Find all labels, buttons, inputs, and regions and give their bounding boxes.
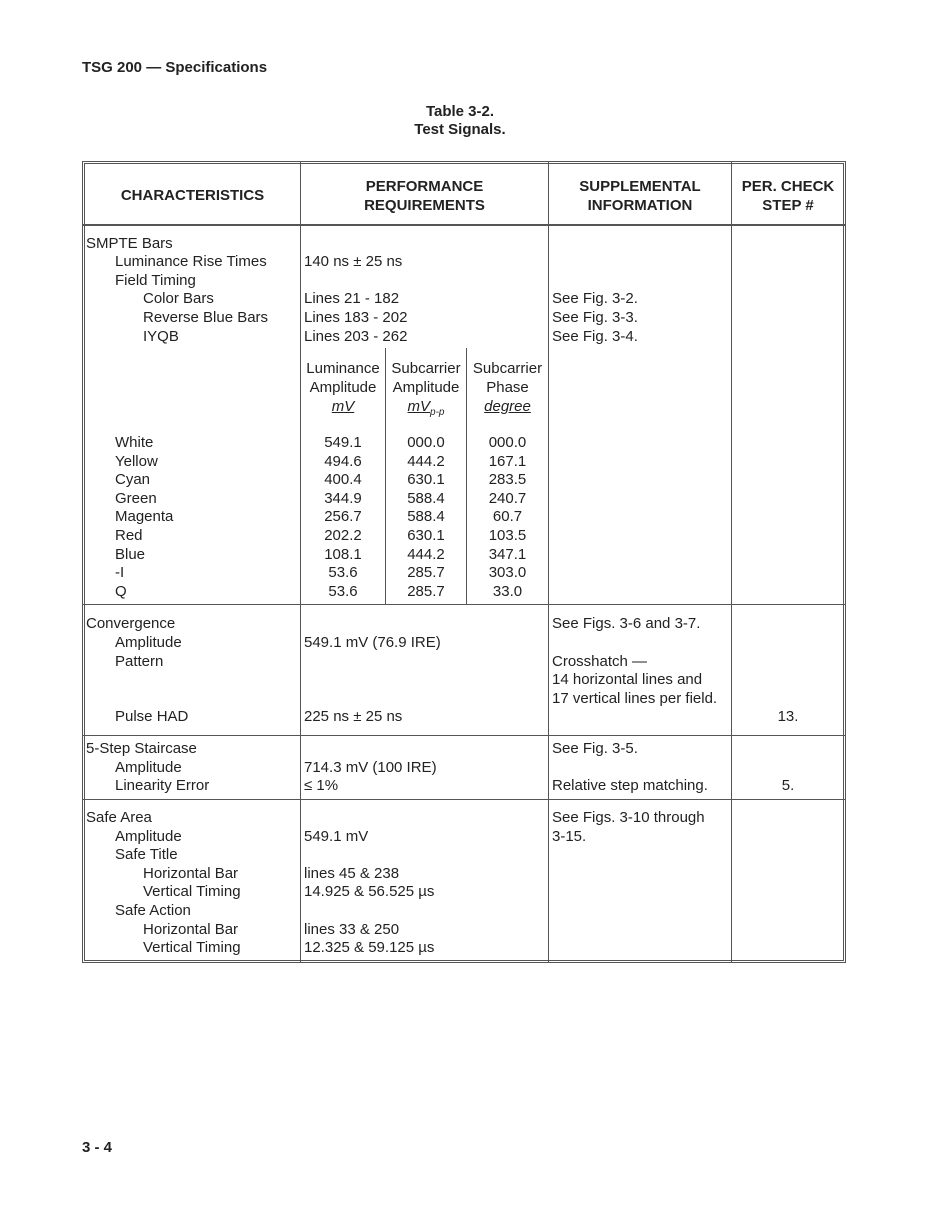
color-row-label: Green	[115, 490, 157, 507]
reverse-value: Lines 183 - 202	[304, 309, 408, 326]
color-row-lum: 344.9	[324, 490, 362, 507]
unit-mvpp	[407, 398, 445, 418]
reverse-label: Reverse Blue Bars	[143, 309, 269, 326]
pattern-sup-2: 14 horizontal lines and	[552, 671, 703, 688]
color-row-amp: 285.7	[407, 564, 445, 581]
color-row-phase: 347.1	[488, 546, 527, 563]
convergence-amp-value: 549.1 mV (76.9 IRE)	[304, 634, 441, 651]
linearity-label: Linearity Error	[115, 777, 210, 794]
color-row-phase: 240.7	[488, 490, 527, 507]
had-label: Pulse HAD	[115, 708, 189, 725]
color-row-label: Blue	[115, 546, 146, 563]
row-divider	[82, 799, 846, 800]
had-step: 13.	[777, 708, 799, 725]
pattern-label: Pattern	[115, 653, 164, 670]
hbar1-label: Horizontal Bar	[143, 865, 239, 882]
color-row-lum: 549.1	[324, 434, 362, 451]
header-performance-2: REQUIREMENTS	[364, 197, 485, 214]
color-row-lum: 256.7	[324, 508, 362, 525]
color-row-amp: 444.2	[407, 546, 445, 563]
color-row-lum: 202.2	[324, 527, 362, 544]
hbar2-value: lines 33 & 250	[304, 921, 400, 938]
color-row-label: Q	[115, 583, 127, 600]
color-row-lum: 53.6	[328, 564, 358, 581]
linearity-sup: Relative step matching.	[552, 777, 708, 794]
color-row-amp: 444.2	[407, 453, 445, 470]
pattern-sup-1: Crosshatch —	[552, 653, 648, 670]
reverse-sup: See Fig. 3-3.	[552, 309, 638, 326]
color-bars-value: Lines 21 - 182	[304, 290, 400, 307]
sub-header-subcarrier: Subcarrier	[391, 360, 461, 377]
safe-amp-label: Amplitude	[115, 828, 182, 845]
color-row-amp: 588.4	[407, 508, 445, 525]
header-supplemental: SUPPLEMENTAL	[579, 178, 701, 195]
unit-mvpp-sub: p-p	[430, 407, 445, 418]
header-per-check-2: STEP #	[762, 197, 814, 214]
color-bars-label: Color Bars	[143, 290, 214, 307]
staircase-amp-value: 714.3 mV (100 IRE)	[304, 759, 437, 776]
convergence-sup: See Figs. 3-6 and 3-7.	[552, 615, 701, 632]
color-row-amp: 630.1	[407, 527, 445, 544]
sub-header-subcarrier-unit	[386, 397, 466, 422]
header-characteristics: CHARACTERISTICS	[120, 187, 265, 204]
color-row-phase: 33.0	[492, 583, 523, 600]
pattern-sup-3: 17 vertical lines per field.	[552, 690, 718, 707]
color-row-phase: 103.5	[488, 527, 527, 544]
color-row-lum: 494.6	[324, 453, 362, 470]
color-row-label: -I	[115, 564, 125, 581]
hbar2-label: Horizontal Bar	[143, 921, 239, 938]
safe-title: Safe Area	[86, 809, 152, 826]
color-bars-sup: See Fig. 3-2.	[552, 290, 638, 307]
color-row-label: White	[115, 434, 154, 451]
table-title: Table 3-2.	[425, 103, 495, 120]
iyqb-sup: See Fig. 3-4.	[552, 328, 638, 345]
row-divider	[82, 224, 846, 226]
safe-sup-2: 3-15.	[552, 828, 587, 845]
smpte-title: SMPTE Bars	[86, 235, 173, 252]
unit-degree: degree	[484, 398, 531, 415]
had-value: 225 ns ± 25 ns	[304, 708, 403, 725]
color-row-phase: 167.1	[488, 453, 527, 470]
color-row-label: Magenta	[115, 508, 174, 525]
table-subtitle: Test Signals.	[414, 121, 506, 138]
color-row-phase: 283.5	[488, 471, 527, 488]
staircase-step: 5.	[781, 777, 795, 794]
vtime2-label: Vertical Timing	[143, 939, 241, 956]
sub-header-luminance-unit	[301, 397, 385, 416]
row-divider	[82, 604, 846, 605]
color-row-phase: 303.0	[488, 564, 527, 581]
convergence-title: Convergence	[86, 615, 176, 632]
page-number: 3 - 4	[82, 1139, 113, 1156]
color-row-amp: 630.1	[407, 471, 445, 488]
color-row-lum: 53.6	[328, 583, 358, 600]
color-row-lum: 400.4	[324, 471, 362, 488]
header-performance: PERFORMANCE	[365, 178, 484, 195]
color-row-amp: 285.7	[407, 583, 445, 600]
sub-header-luminance-amplitude: Amplitude	[309, 379, 377, 396]
column-divider	[731, 161, 732, 963]
color-row-label: Yellow	[115, 453, 158, 470]
iyqb-value: Lines 203 - 262	[304, 328, 408, 345]
page-header: TSG 200 — Specifications	[82, 59, 268, 76]
color-row-amp: 588.4	[407, 490, 445, 507]
color-row-label: Cyan	[115, 471, 151, 488]
safe-action-label: Safe Action	[115, 902, 191, 919]
sub-header-luminance: Luminance	[306, 360, 380, 377]
color-row-label: Red	[115, 527, 143, 544]
sub-header-phase-unit	[467, 397, 548, 416]
iyqb-label: IYQB	[143, 328, 179, 345]
header-per-check: PER. CHECK	[741, 178, 835, 195]
safe-sup-1: See Figs. 3-10 through	[552, 809, 705, 826]
safe-title-label: Safe Title	[115, 846, 178, 863]
color-row-lum: 108.1	[324, 546, 362, 563]
staircase-sup: See Fig. 3-5.	[552, 740, 638, 757]
staircase-title: 5-Step Staircase	[86, 740, 197, 757]
convergence-amp-label: Amplitude	[115, 634, 182, 651]
field-timing-label: Field Timing	[115, 272, 196, 289]
safe-amp-value: 549.1 mV	[304, 828, 369, 845]
rise-value: 140 ns ± 25 ns	[304, 253, 403, 270]
vtime1-value: 14.925 & 56.525 µs	[304, 883, 435, 900]
color-row-phase: 60.7	[492, 508, 523, 525]
color-row-amp: 000.0	[407, 434, 445, 451]
sub-header-subcarrier-amplitude: Amplitude	[392, 379, 460, 396]
hbar1-value: lines 45 & 238	[304, 865, 400, 882]
unit-mv: mV	[331, 398, 355, 415]
linearity-value: ≤ 1%	[304, 777, 339, 794]
color-row-phase: 000.0	[488, 434, 527, 451]
sub-header-phase: Phase	[486, 379, 529, 396]
vtime2-value: 12.325 & 59.125 µs	[304, 939, 435, 956]
header-supplemental-2: INFORMATION	[587, 197, 693, 214]
row-divider	[82, 735, 846, 736]
sub-header-subcarrier-2: Subcarrier	[472, 360, 543, 377]
rise-label: Luminance Rise Times	[115, 253, 267, 270]
unit-mvpp-base: mV	[407, 398, 431, 415]
column-divider	[548, 161, 549, 963]
vtime1-label: Vertical Timing	[143, 883, 241, 900]
staircase-amp-label: Amplitude	[115, 759, 182, 776]
